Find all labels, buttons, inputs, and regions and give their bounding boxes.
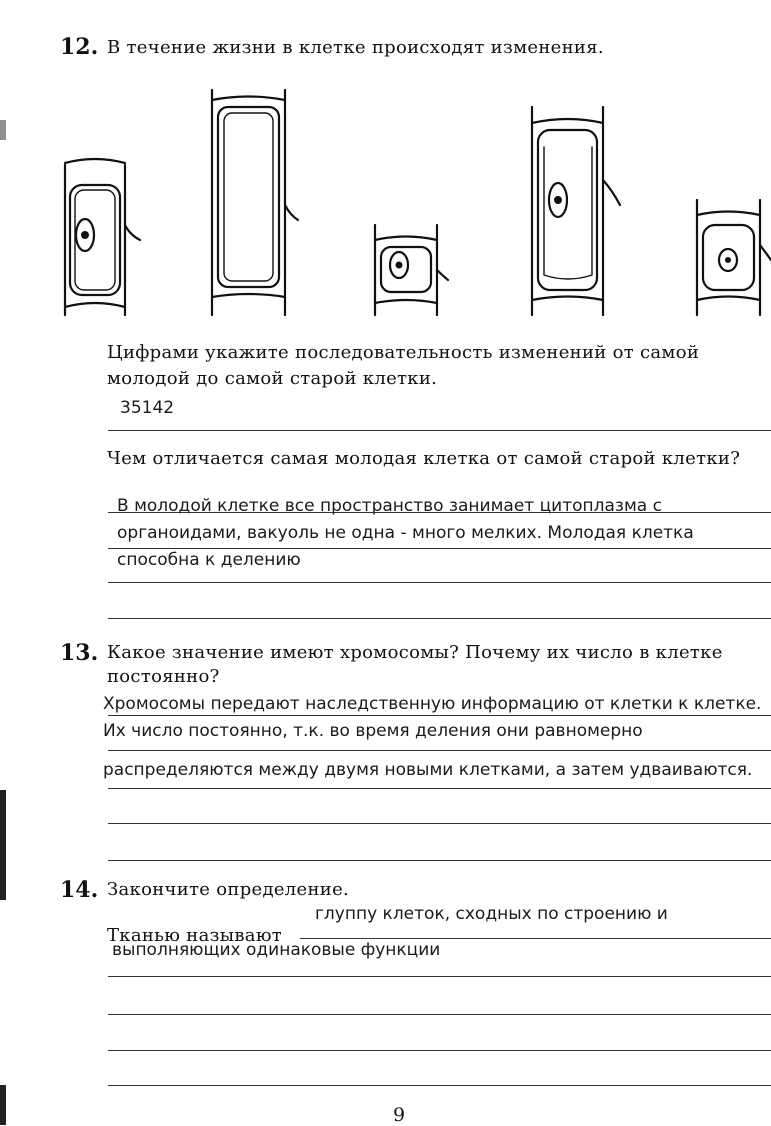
answer-line xyxy=(108,715,771,716)
answer-line xyxy=(108,976,771,977)
cell-4 xyxy=(532,107,620,315)
answer-12-line3[interactable]: способна к делению xyxy=(117,550,301,570)
answer-line xyxy=(108,1085,771,1086)
answer-line xyxy=(108,1050,771,1051)
question-13-number: 13. xyxy=(60,640,99,666)
question-12-title: В течение жизни в клетке происходят изменения. xyxy=(107,37,604,58)
answer-line xyxy=(108,512,771,513)
spine-mark xyxy=(0,1085,6,1125)
answer-line xyxy=(108,860,771,861)
answer-13-line3[interactable]: распределяются между двумя новыми клетками, а затем удваиваются. xyxy=(103,760,753,780)
cell-2 xyxy=(212,90,298,315)
answer-14-line2[interactable]: выполняющих одинаковые функции xyxy=(112,940,441,960)
answer-line xyxy=(108,823,771,824)
answer-14-line1[interactable]: глуппу клеток, сходных по строению и xyxy=(315,904,668,924)
question-12-prompt-line1: Цифрами укажите последовательность изменений от самой xyxy=(107,342,700,363)
cell-3 xyxy=(375,225,448,315)
question-13-line2: постоянно? xyxy=(107,666,220,687)
question-14-number: 14. xyxy=(60,877,99,903)
definition-stem: Тканью называют xyxy=(107,925,283,946)
question-12-number: 12. xyxy=(60,34,99,60)
cell-1 xyxy=(65,159,140,315)
answer-sequence[interactable]: 35142 xyxy=(120,398,175,418)
answer-line xyxy=(108,788,771,789)
spine-mark xyxy=(0,790,6,900)
answer-13-line2[interactable]: Их число постоянно, т.к. во время деления они равномерно xyxy=(103,721,643,741)
page-number: 9 xyxy=(393,1104,406,1126)
question-12-second-question: Чем отличается самая молодая клетка от самой старой клетки? xyxy=(107,448,741,469)
answer-line xyxy=(108,548,771,549)
answer-12-line1[interactable]: В молодой клетке все пространство занимает цитоплазма с xyxy=(117,496,662,516)
answer-13-line1[interactable]: Хромосомы передают наследственную информацию от клетки к клетке. xyxy=(103,694,762,714)
answer-line xyxy=(108,582,771,583)
answer-line xyxy=(108,618,771,619)
answer-line xyxy=(108,430,771,431)
question-13-line1: Какое значение имеют хромосомы? Почему их число в клетке xyxy=(107,642,723,663)
answer-line xyxy=(108,750,771,751)
answer-line xyxy=(108,1014,771,1015)
cell-5 xyxy=(697,200,771,315)
question-12-prompt-line2: молодой до самой старой клетки. xyxy=(107,368,438,389)
answer-12-line2[interactable]: органоидами, вакуоль не одна - много мелких. Молодая клетка xyxy=(117,523,694,543)
answer-line xyxy=(300,938,771,939)
plant-cells-illustration xyxy=(0,75,771,320)
question-14-instruction: Закончите определение. xyxy=(107,879,350,900)
